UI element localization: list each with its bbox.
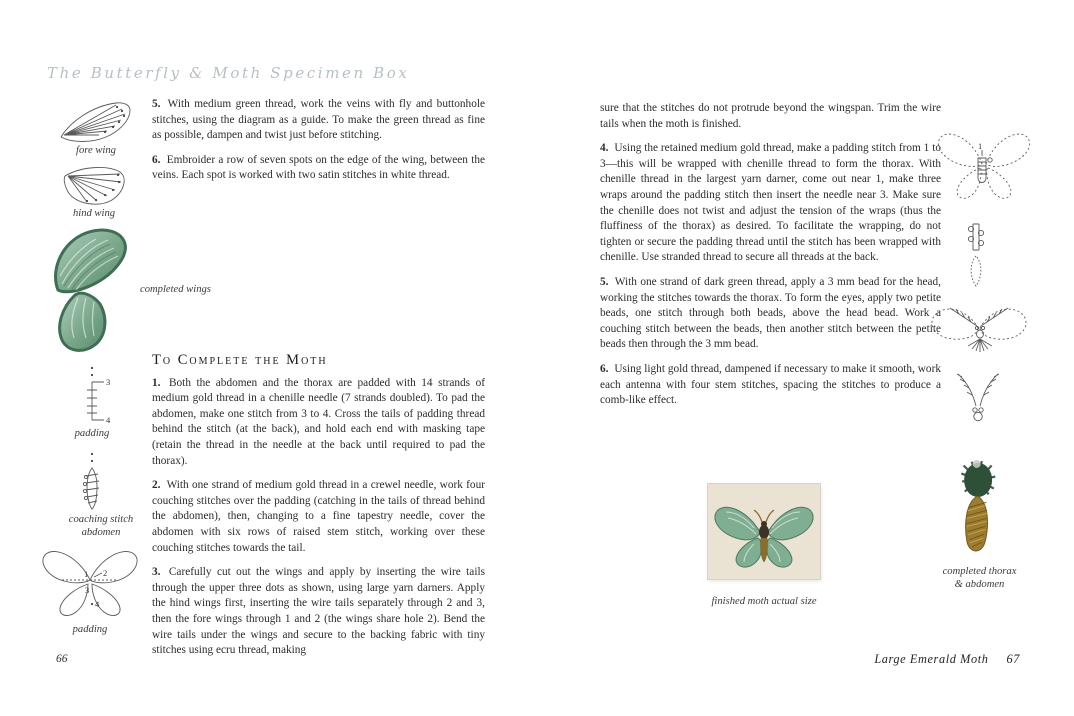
step-6r-paragraph bbox=[600, 362, 941, 409]
thorax-abdomen-caption bbox=[922, 566, 1037, 591]
thorax-caption-line1: completed thorax bbox=[942, 566, 1017, 577]
step-3-paragraph bbox=[152, 565, 485, 659]
thorax-wrap-diagram bbox=[958, 218, 994, 290]
step-5-paragraph bbox=[152, 97, 485, 144]
padding-top-caption: padding bbox=[74, 428, 110, 439]
footer-right bbox=[874, 652, 1020, 667]
coaching-stitch-caption bbox=[46, 514, 156, 539]
page-number-left: 66 bbox=[56, 653, 68, 665]
antennae-comb-diagram-svg bbox=[952, 364, 1004, 422]
label-3: 3 bbox=[106, 377, 111, 387]
finished-moth-caption: finished moth actual size bbox=[711, 596, 817, 607]
step-2-number: 2. bbox=[152, 479, 161, 492]
dotted-butterfly-diagram bbox=[932, 122, 1032, 210]
label-1r: 1 bbox=[978, 141, 983, 151]
fore-wing-diagram bbox=[58, 100, 134, 147]
step-1-number: 1. bbox=[152, 376, 161, 389]
butterfly-padding-diagram bbox=[36, 540, 144, 626]
step-3-text: Carefully cut out the wings and apply by inserting the wire tails through the upper three dots as shown, using large yarn darners. Apply the hind wings first, inserting the wire tails separately through 2 and 3, then the fore wings through 1 and 2 (the wings share hole 2). Bend the wire tails under the wings and secure to the backing fabric with tiny stitches using ecru thread, making bbox=[152, 566, 485, 657]
padding-diagram-top bbox=[80, 364, 124, 430]
step-5r-number: 5. bbox=[600, 275, 609, 288]
step-4-text: Using the retained medium gold thread, make a padding stitch from 1 to 3—this will be wrapped with chenille thread to form the thorax. With chenille thread in the largest yarn darner, come out near 1, make three wraps around the padding stitch then insert the needle near 3. Make sure the chenille does not twist and adjust the tension of the wraps (thus the fluffiness of the thorax) as desired. To facilitate the wrapping, do not tighten or secure the padding thread until the stitch has been wrapped with chenille. Use stranded thread to secure all threads at the back. bbox=[600, 142, 941, 264]
step-6r-text: Using light gold thread, dampened if necessary to make it smooth, work each antenna with four stem stitches, spacing the stitches to produce a comb-like effect. bbox=[600, 362, 941, 407]
section-heading: To Complete the Moth bbox=[152, 352, 328, 368]
step-5r-paragraph bbox=[600, 275, 941, 353]
right-text bbox=[600, 101, 941, 418]
label-2: 2 bbox=[103, 568, 108, 578]
label-4b: 4 bbox=[95, 599, 100, 609]
step-6-text: Embroider a row of seven spots on the edge of the wing, between the veins. Each spot is worked with two satin stitches in white thread. bbox=[152, 153, 485, 182]
step-6-number: 6. bbox=[152, 153, 161, 166]
thorax-abdomen-photo bbox=[948, 452, 1006, 564]
continuation-paragraph: sure that the stitches do not protrude beyond the wingspan. Trim the wire tails when the moth is finished. bbox=[600, 102, 941, 130]
step-2-paragraph bbox=[152, 478, 485, 556]
coaching-stitch-diagram bbox=[82, 450, 114, 514]
footer-book-title: Large Emerald Moth bbox=[874, 652, 989, 666]
step-6r-number: 6. bbox=[600, 362, 609, 375]
step-1-text: Both the abdomen and the thorax are padded with 14 strands of medium gold thread in a chenille needle (7 strands doubled). To pad the abdomen, make one stitch from 3 to 4. Cross the tails of padding thread behind the stitch (at the back), and hold each end with masking tape (retain the thread in the needle at the back until required to pad the thorax). bbox=[152, 376, 485, 467]
step-2-text: With one strand of medium gold thread in a crewel needle, work four couching stitches over the padding (catching in the tails of thread behind the abdomen), then, changing to a fine tapestry needle, cover the abdomen with six rows of raised stem stitch, working over these couching stitches towards the tail. bbox=[152, 479, 485, 554]
completed-wings-photo bbox=[48, 226, 140, 354]
page-number-right: 67 bbox=[1006, 652, 1020, 666]
step-4-number: 4. bbox=[600, 142, 609, 155]
step-4-paragraph bbox=[600, 141, 941, 266]
finished-moth-photo bbox=[708, 484, 820, 579]
padding-bottom-caption: padding bbox=[72, 624, 108, 635]
thorax-abdomen-photo-svg bbox=[948, 452, 1006, 564]
step-3-number: 3. bbox=[152, 566, 161, 579]
step-5-number: 5. bbox=[152, 98, 161, 110]
dotted-moth-diagram bbox=[928, 294, 1030, 360]
step-1-paragraph bbox=[152, 376, 485, 470]
thorax-wrap-diagram-svg bbox=[958, 218, 994, 290]
finished-moth-photo-svg bbox=[708, 484, 820, 579]
step-5-text: With medium green thread, work the veins with fly and buttonhole stitches, using the diagram as a guide. To make the green thread as fine as possible, dampen and twist just before stitching. bbox=[152, 98, 485, 142]
dotted-butterfly-diagram-svg bbox=[932, 122, 1032, 210]
running-header: The Butterfly & Moth Specimen Box bbox=[47, 64, 410, 82]
completed-wings-caption: completed wings bbox=[140, 284, 211, 295]
left-section-text bbox=[152, 353, 485, 668]
fore-wing-caption: fore wing bbox=[76, 145, 116, 156]
coaching-stitch-diagram-svg bbox=[82, 450, 114, 514]
butterfly-padding-diagram-svg bbox=[36, 540, 144, 626]
step-5r-text: With one strand of dark green thread, apply a 3 mm bead for the head, working the stitches towards the thorax. To form the eyes, apply two petite beads, one stitch through both beads, above the head bead. Work a couching stitch between the beads, then another stitch between the petite beads then through the 3 mm bead. bbox=[600, 275, 941, 351]
coaching-caption-line2: abdomen bbox=[81, 526, 121, 538]
step-6-paragraph bbox=[152, 153, 485, 184]
label-1: 1 bbox=[84, 569, 89, 579]
completed-wings-photo-svg bbox=[48, 226, 140, 354]
fore-wing-diagram-svg bbox=[58, 100, 134, 147]
antennae-comb-diagram bbox=[952, 364, 1004, 422]
thorax-caption-line2: & abdomen bbox=[954, 578, 1005, 590]
coaching-caption-line1: coaching stitch bbox=[68, 514, 134, 525]
dotted-moth-diagram-svg bbox=[928, 294, 1030, 360]
padding-diagram-top-svg bbox=[80, 364, 124, 430]
label-3b: 3 bbox=[85, 585, 90, 595]
hind-wing-diagram bbox=[60, 162, 130, 209]
hind-wing-diagram-svg bbox=[60, 162, 130, 209]
hind-wing-caption: hind wing bbox=[72, 208, 116, 219]
label-4: 4 bbox=[106, 415, 111, 425]
left-intro-text bbox=[152, 97, 485, 193]
